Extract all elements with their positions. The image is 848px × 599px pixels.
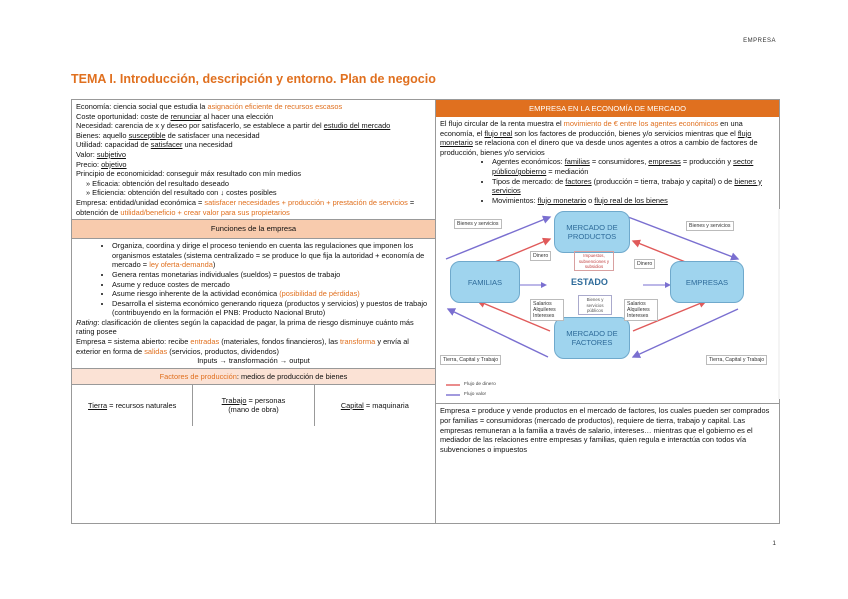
def-coste: Coste oportunidad: coste de renunciar al hacer una elección bbox=[76, 111, 274, 121]
list-item: • Tipos de mercado: de factores (producción = tierra, trabajo y capital) o de bienes y servicios bbox=[492, 177, 775, 196]
flujo-block bbox=[436, 117, 779, 207]
label-tct-left: Tierra, Capital y Trabajo bbox=[440, 355, 501, 365]
rating-text: Rating: clasificación de clientes según la capacidad de pagar, la prima de riesgo disminuye cuánto más rating posee bbox=[76, 317, 414, 337]
list-item: • Asume y reduce costes de mercado bbox=[112, 280, 431, 290]
label-bienes-left: Bienes y servicios bbox=[454, 219, 502, 229]
def-eficiencia: » Eficiencia: obtención del resultado con ↓ costes posibles bbox=[86, 188, 277, 198]
factor-trabajo: Trabajo = personas (mano de obra) bbox=[193, 385, 314, 426]
label-dinero-1: Dinero bbox=[530, 251, 551, 261]
list-item: • Desarrolla el sistema económico generando riqueza (productos y servicios) y puestos de trabajo (contribuyendo en la formación el PNB: Producto Nacional Bruto) bbox=[112, 299, 431, 318]
def-economia: Economía: ciencia social que estudia la asignación eficiente de recursos escasos bbox=[76, 102, 343, 111]
funciones-block bbox=[72, 239, 435, 368]
def-principio: Principio de economicidad: conseguir máx resultado con mín medios bbox=[76, 169, 302, 179]
factores-heading: Factores de producción: medios de producción de bienes bbox=[72, 368, 435, 385]
def-valor: Valor: subjetivo bbox=[76, 149, 126, 159]
def-bienes: Bienes: aquello susceptible de satisfacer una necesidad bbox=[76, 130, 260, 140]
sistema-text: Empresa = sistema abierto: recibe entradas (materiales, fondos financieros), las transforma y envía al exterior en forma de salidas (servicios, productos, dividendos) bbox=[76, 337, 409, 356]
bottom-paragraph: Empresa = produce y vende productos en el mercado de factores, los cuales pueden ser comprados por familias = consumidoras (mercado de productos), requiere de tierra, trabajo y capital. Las empresas remuneran a la familia a través de salario, intereses… mientras que el gobierno es el mediador de las relaciones entre empresas y familias, quien regula e interactúa con todos vía subvenciones o impuestos bbox=[436, 403, 779, 456]
list-item: • Genera rentas monetarias individuales (sueldos) = puestos de trabajo bbox=[112, 270, 431, 280]
content-table bbox=[71, 99, 780, 524]
def-precio: Precio: objetivo bbox=[76, 159, 127, 169]
list-item: • Agentes económicos: familias = consumidores, empresas = producción y sector público/gobierno = mediación bbox=[492, 157, 775, 176]
agentes-list bbox=[440, 157, 775, 205]
bienes-publicos-box: Bienes y servicios públicos bbox=[578, 295, 612, 315]
page-title: TEMA I. Introducción, descripción y entorno. Plan de negocio bbox=[71, 72, 436, 86]
label-tct-right: Tierra, Capital y Trabajo bbox=[706, 355, 767, 365]
definitions-block bbox=[72, 100, 435, 219]
impuestos-box: Impuestos, subvenciones y subsidios bbox=[574, 251, 614, 271]
funciones-heading: Funciones de la empresa bbox=[72, 219, 435, 239]
list-item: • Organiza, coordina y dirige el proceso teniendo en cuenta las regulaciones que imponen los organismos estatales (sistema centralizado = se produce lo que fija la autoridad + economía de mercado = ley oferta-demanda) bbox=[112, 241, 431, 270]
mercado-productos-node: MERCADO DE PRODUCTOS bbox=[554, 211, 630, 253]
right-column bbox=[436, 100, 779, 523]
funciones-list bbox=[76, 241, 431, 318]
left-column bbox=[72, 100, 436, 523]
right-heading: EMPRESA EN LA ECONOMÍA DE MERCADO bbox=[436, 100, 779, 117]
page-number: 1 bbox=[772, 540, 776, 547]
label-bienes-right: Bienes y servicios bbox=[686, 221, 734, 231]
label-salarios-left: Salarios Alquileres Intereses bbox=[530, 299, 564, 321]
flujo-text: El flujo circular de la renta muestra el movimiento de € entre los agentes económicos en una economía, el flujo real son los factores de producción, bienes y/o servicios mientras que el flujo monetario se relaciona con el dinero que va desde unos agentes a otros a cambio de factores de producción, bienes y/o servicios bbox=[440, 119, 758, 157]
label-dinero-2: Dinero bbox=[634, 259, 655, 269]
legend-money: Flujo de dinero bbox=[464, 382, 496, 388]
def-utilidad: Utilidad: capacidad de satisfacer una necesidad bbox=[76, 140, 233, 150]
mercado-factores-node: MERCADO DE FACTORES bbox=[554, 317, 630, 359]
familias-node: FAMILIAS bbox=[450, 261, 520, 303]
label-salarios-right: Salarios Alquileres Intereses bbox=[624, 299, 658, 321]
inputs-line: Inputs → transformación → output bbox=[197, 356, 310, 366]
circular-flow-diagram bbox=[438, 209, 781, 399]
def-eficacia: » Eficacia: obtención del resultado deseado bbox=[86, 178, 229, 188]
factor-tierra: Tierra = recursos naturales bbox=[72, 385, 193, 426]
estado-label: ESTADO bbox=[571, 277, 608, 288]
def-empresa: Empresa: entidad/unidad económica = satisfacer necesidades + producción + prestación de servicios = obtención de utilidad/beneficio + crear valor para sus propietarios bbox=[76, 197, 415, 217]
empresas-node: EMPRESAS bbox=[670, 261, 744, 303]
factores-row bbox=[72, 385, 435, 426]
def-necesidad: Necesidad: carencia de x y deseo por satisfacerlo, se establece a partir del estudio del mercado bbox=[76, 121, 391, 131]
list-item: • Asume riesgo inherente de la actividad económica (posibilidad de pérdidas) bbox=[112, 289, 431, 299]
factor-capital: Capital = maquinaria bbox=[340, 400, 409, 410]
legend-real: Flujo valor bbox=[464, 392, 487, 398]
list-item: • Movimientos: flujo monetario o flujo real de los bienes bbox=[492, 196, 775, 206]
running-header: EMPRESA bbox=[743, 38, 776, 44]
